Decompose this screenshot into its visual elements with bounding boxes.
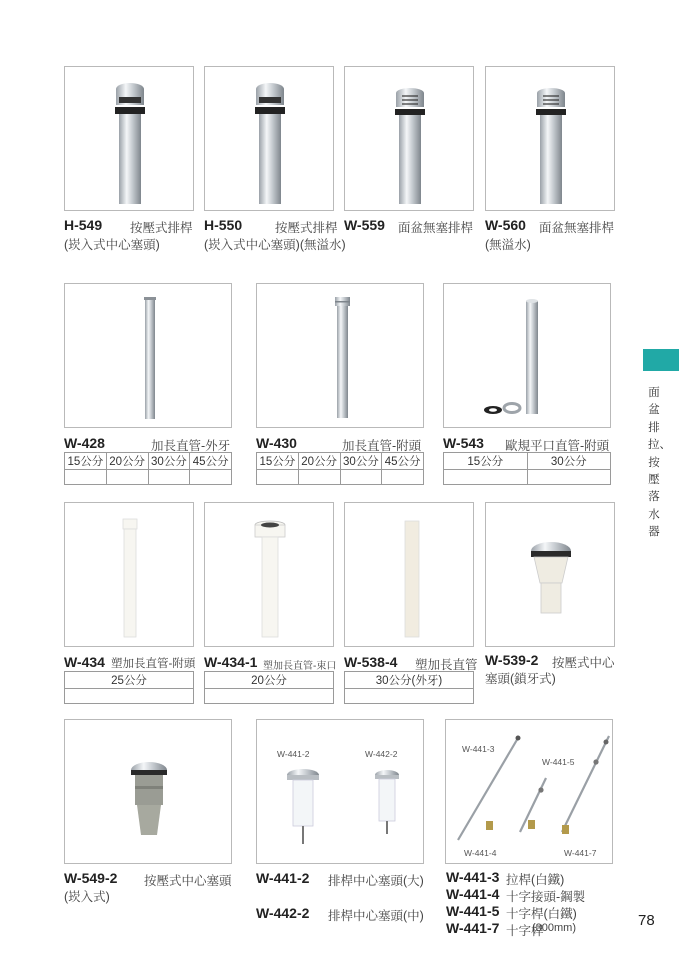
product-desc-w4414: 十字接頭-鋼製 — [506, 890, 586, 904]
product-desc-h550: 按壓式排桿 — [275, 221, 338, 235]
product-desc2-w5392: 塞頭(鎖牙式) — [485, 672, 556, 686]
product-code-w434: W-434 — [64, 654, 105, 670]
product-code-h550: H-550 — [204, 217, 243, 233]
product-desc-w5492: 按壓式中心塞頭 — [144, 874, 232, 888]
size-cell: 45公分 — [382, 453, 424, 470]
size-cell: 25公分 — [65, 672, 194, 689]
inner-label-w4417: W-441-7 — [564, 848, 597, 858]
size-table-w428 — [64, 452, 232, 485]
size-cell: 20公分 — [298, 453, 340, 470]
product-code-w4412: W-441-2 — [256, 870, 310, 886]
product-image-h549 — [64, 66, 194, 211]
product-code-w4341: W-434-1 — [204, 654, 258, 670]
product-desc-w4415: 十字桿(白鐵) — [506, 907, 577, 921]
product-desc2-w560: (無溢水) — [485, 238, 531, 252]
product-code-w430: W-430 — [256, 435, 297, 451]
product-image-w430 — [256, 283, 424, 428]
size-cell: 20公分 — [106, 453, 148, 470]
product-desc-w4341: 塑加長直管-束口 — [263, 661, 337, 672]
product-code-w428: W-428 — [64, 435, 105, 451]
product-desc-w434: 塑加長直管-附頭 — [111, 658, 196, 670]
product-desc-w428: 加長直管-外牙 — [151, 439, 231, 453]
page-number: 78 — [638, 912, 655, 929]
product-desc2-w5492: (崁入式) — [64, 890, 110, 904]
size-cell: 30公分 — [527, 453, 611, 470]
product-image-w5492 — [64, 719, 232, 864]
product-image-w5384 — [344, 502, 474, 647]
product-code-w4415: W-441-5 — [446, 903, 500, 919]
size-table-w4341 — [204, 671, 334, 704]
product-code-w5392: W-539-2 — [485, 652, 539, 668]
size-table-w434 — [64, 671, 194, 704]
size-cell: 30公分 — [148, 453, 190, 470]
size-table-w543 — [443, 452, 611, 485]
inner-label-w4412: W-441-2 — [277, 749, 310, 759]
product-desc-w4413: 拉桿(白鐵) — [506, 873, 565, 887]
product-image-w441-rods — [445, 719, 613, 864]
product-image-w4412-w4422 — [256, 719, 424, 864]
product-code-w559: W-559 — [344, 217, 385, 233]
product-desc2-h549: (崁入式中心塞頭) — [64, 238, 160, 252]
product-code-h549: H-549 — [64, 217, 103, 233]
product-code-w543: W-543 — [443, 435, 484, 451]
product-desc-w4412: 排桿中心塞頭(大) — [328, 874, 424, 888]
product-desc-w430: 加長直管-附頭 — [342, 439, 422, 453]
inner-label-w4422: W-442-2 — [365, 749, 398, 759]
product-code-w4417: W-441-7 — [446, 920, 500, 936]
size-cell: 45公分 — [190, 453, 232, 470]
product-code-w5492: W-549-2 — [64, 870, 118, 886]
section-tab — [643, 349, 679, 371]
product-desc-w4417: 十字桿 — [506, 924, 544, 938]
inner-label-w4415: W-441-5 — [542, 757, 575, 767]
product-desc-w5392: 按壓式中心 — [552, 656, 615, 670]
product-code-w4422: W-442-2 — [256, 905, 310, 921]
product-image-w434 — [64, 502, 194, 647]
product-image-w543 — [443, 283, 611, 428]
product-image-h550 — [204, 66, 334, 211]
product-image-w428 — [64, 283, 232, 428]
product-desc2-h550: (崁入式中心塞頭)(無溢水) — [204, 238, 346, 252]
product-image-w560 — [485, 66, 615, 211]
size-cell: 30公分(外牙) — [345, 672, 474, 689]
product-code-w5384: W-538-4 — [344, 654, 398, 670]
product-desc-w4422: 排桿中心塞頭(中) — [328, 909, 424, 923]
inner-label-w4414: W-441-4 — [464, 848, 497, 858]
size-cell: 30公分 — [340, 453, 382, 470]
product-code-w4413: W-441-3 — [446, 869, 500, 885]
size-cell: 15公分 — [257, 453, 299, 470]
product-image-w4341 — [204, 502, 334, 647]
product-desc-w543: 歐規平口直管-附頭 — [505, 439, 610, 453]
product-desc-w559: 面盆無塞排桿 — [398, 221, 474, 235]
product-code-w4414: W-441-4 — [446, 886, 500, 902]
size-cell: 15公分 — [65, 453, 107, 470]
product-desc-w5384: 塑加長直管 — [415, 658, 478, 672]
size-table-w5384 — [344, 671, 474, 704]
product-image-w5392 — [485, 502, 615, 647]
inner-label-w4413: W-441-3 — [462, 744, 495, 754]
product-code-w560: W-560 — [485, 217, 526, 233]
product-image-w559 — [344, 66, 474, 211]
section-category-label: 面盆排拉、按壓落水器 — [648, 387, 671, 539]
product-desc-w560: 面盆無塞排桿 — [539, 221, 615, 235]
size-cell: 15公分 — [444, 453, 528, 470]
size-table-w430 — [256, 452, 424, 485]
size-cell: 20公分 — [205, 672, 334, 689]
product-desc-suffix-w4417: (300mm) — [532, 922, 577, 934]
product-desc-h549: 按壓式排桿 — [130, 221, 193, 235]
